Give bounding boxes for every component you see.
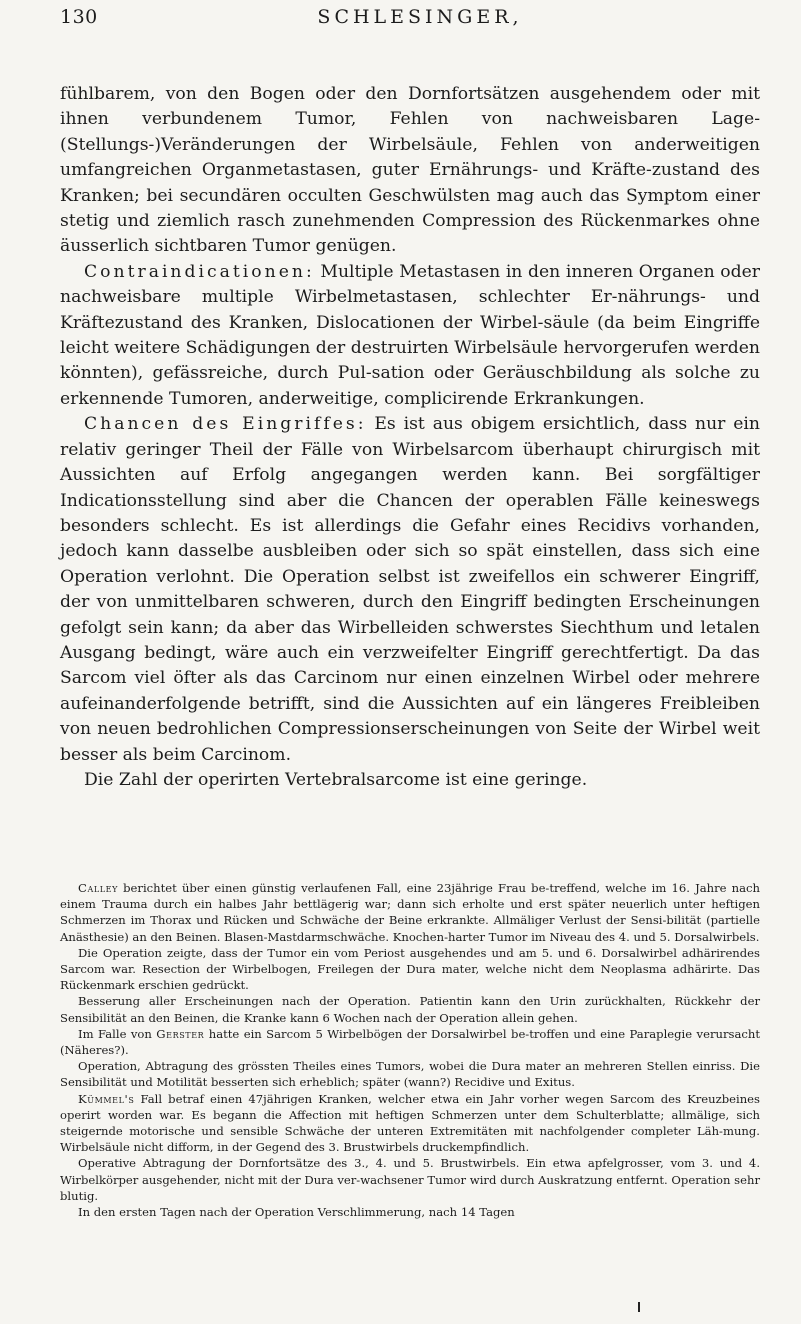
case-calley (60, 880, 760, 945)
author-calley: Calley (78, 881, 118, 895)
paragraph-contraindications (60, 260, 760, 412)
running-head: SCHLESINGER, (317, 6, 523, 28)
author-kuemmel: Kümmel's (78, 1091, 135, 1106)
case-calley-text: berichtet über einen günstig verlaufenen Fall, eine 23jährige Frau be-treffend, welche im 16. Jahre nach einem Trauma durch ein halbes Jahr bettlägerig war; dann sich erholte und erst später neuerlich unter heftigen Schmerzen im Thorax und Rücken und Schwäche der Beine erkrankte. Allmäliger Verlust der Sensi-bilität (partielle Anästhesie) an den Beinen. Blasen-Mastdarmschwäche. Knochen-harter Tumor im Niveau des 4. und 5. Dorsalwirbels. (60, 881, 760, 944)
author-gerster: Gerster (156, 1026, 205, 1041)
case-kuemmel-course: In den ersten Tagen nach der Operation Verschlimmerung, nach 14 Tagen (78, 1205, 515, 1220)
chances-text: Es ist aus obigem ersichtlich, dass nur ein relativ geringer Theil der Fälle von Wirbelsarcom überhaupt chirurgisch mit Aussichten auf Erfolg angegangen werden kann. Bei sorgfältiger Indicationsstellung sind aber die Chancen der operablen Fälle keineswegs besonders schlecht. Es ist allerdings die Gefahr eines Recidivs vorhanden, jedoch kann dasselbe ausbleiben oder sich so spät einstellen, dass sich eine Operation verlohnt. Die Operation selbst ist zweifellos ein schwerer Eingriff, der von unmittelbaren schweren, durch den Eingriff bedingten Erscheinungen gefolgt sein kann; da aber das Wirbelleiden schwerstes Siechthum und letalen Ausgang bedingt, wäre auch ein verzweifelter Eingriff gerechtfertigt. Da das Sarcom viel öfter als das Carcinom nur einen einzelnen Wirbel oder mehrere aufeinanderfolgende betrifft, sind die Aussichten auf ein längeres Freibleiben von neuen bedrohlichen Compressionserscheinungen von Seite der Wirbel weit besser als beim Carcinom. (60, 414, 760, 765)
paragraph-chances (60, 412, 760, 768)
heading-chances: Chancen des Eingriffes: (84, 414, 367, 435)
case-gerster-operation: Operation, Abtragung des grössten Theiles eines Tumors, wobei die Dura mater an mehreren Stellen einriss. Die Sensibilität und Motilität besserten sich erheblich; später (wann?) Recidive und Exitus. (60, 1059, 760, 1090)
case-kuemmel-text: Fall betraf einen 47jährigen Kranken, welcher etwa ein Jahr vorher wegen Sarcom des Kreuzbeines operirt worden war. Es begann die Affection mit heftigen Schmerzen unter dem Schulterblatte; allmälige, sich steigernde motorische und sensible Schwäche der unteren Extremitäten mit nachfolgender completer Läh-mung. Wirbelsäule nicht difform, in der Gegend des 3. Brustwirbels druckempfindlich. (60, 1091, 760, 1155)
contraindications-text: Multiple Metastasen in den inneren Organen oder nachweisbare multiple Wirbelmetastasen, schlechter Er-nährungs- und Kräftezustand des Kranken, Dislocationen der Wirbel-säule (da beim Eingriffe leicht weitere Schädigungen der destruirten Wirbelsäule hervorgerufen werden könnten), gefässreiche, durch Pul-sation oder Geräuschbildung als solche zu erkennende Tumoren, anderweitige, complicirende Erkrankungen. (60, 261, 760, 409)
case-calley-operation: Die Operation zeigte, dass der Tumor ein vom Periost ausgehendes und am 5. und 6. Dorsalwirbel adhärirendes Sarcom war. Resection der Wirbelbogen, Freilegen der Dura mater, welche nicht dem Neoplasma adhärirte. Das Rückenmark erschien gedrückt. (60, 945, 760, 993)
case-kuemmel-operation: Operative Abtragung der Dornfortsätze des 3., 4. und 5. Brustwirbels. Ein etwa apfelgrosser, vom 3. und 4. Wirbelkörper ausgehender, nicht mit der Dura ver-wachsener Tumor wird durch Auskratzung entfernt. Operation sehr blutig. (60, 1156, 760, 1203)
case-kuemmel (60, 1091, 760, 1156)
case-gerster (60, 1026, 760, 1058)
catchword-mark (638, 1302, 640, 1312)
heading-contraindications: Contraindicationen: (84, 261, 315, 282)
paragraph-operated-count: Die Zahl der operirten Vertebralsarcome ist eine geringe. (84, 769, 588, 790)
case-gerster-text: hatte ein Sarcom 5 Wirbelbögen der Dorsalwirbel be-troffen und eine Paraplegie verursacht (Näheres?). (60, 1026, 760, 1058)
paragraph-indications-end: fühlbarem, von den Bogen oder den Dornfortsätzen ausgehendem oder mit ihnen verbundenem Tumor, Fehlen von nachweisbaren Lage-(Stellungs-)Veränderungen der Wirbelsäule, Fehlen von anderweitigen umfangreichen Organmetastasen, guter Ernährungs- und Kräfte-zustand des Kranken; bei secundären occulten Geschwülsten mag auch das Symptom einer stetig und ziemlich rasch zunehmenden Compression des Rückenmarkes ohne äusserlich sichtbaren Tumor genügen. (60, 84, 760, 257)
case-calley-outcome: Besserung aller Erscheinungen nach der Operation. Patientin kann den Urin zurückhalten, Rückkehr der Sensibilität an den Beinen, die Kranke kann 6 Wochen nach der Operation allein gehen. (60, 994, 760, 1025)
main-text (60, 82, 760, 793)
case-gerster-prefix: Im Falle von (78, 1026, 157, 1041)
case-reports (60, 880, 760, 1220)
page-header (60, 6, 760, 46)
page-number: 130 (60, 6, 98, 28)
